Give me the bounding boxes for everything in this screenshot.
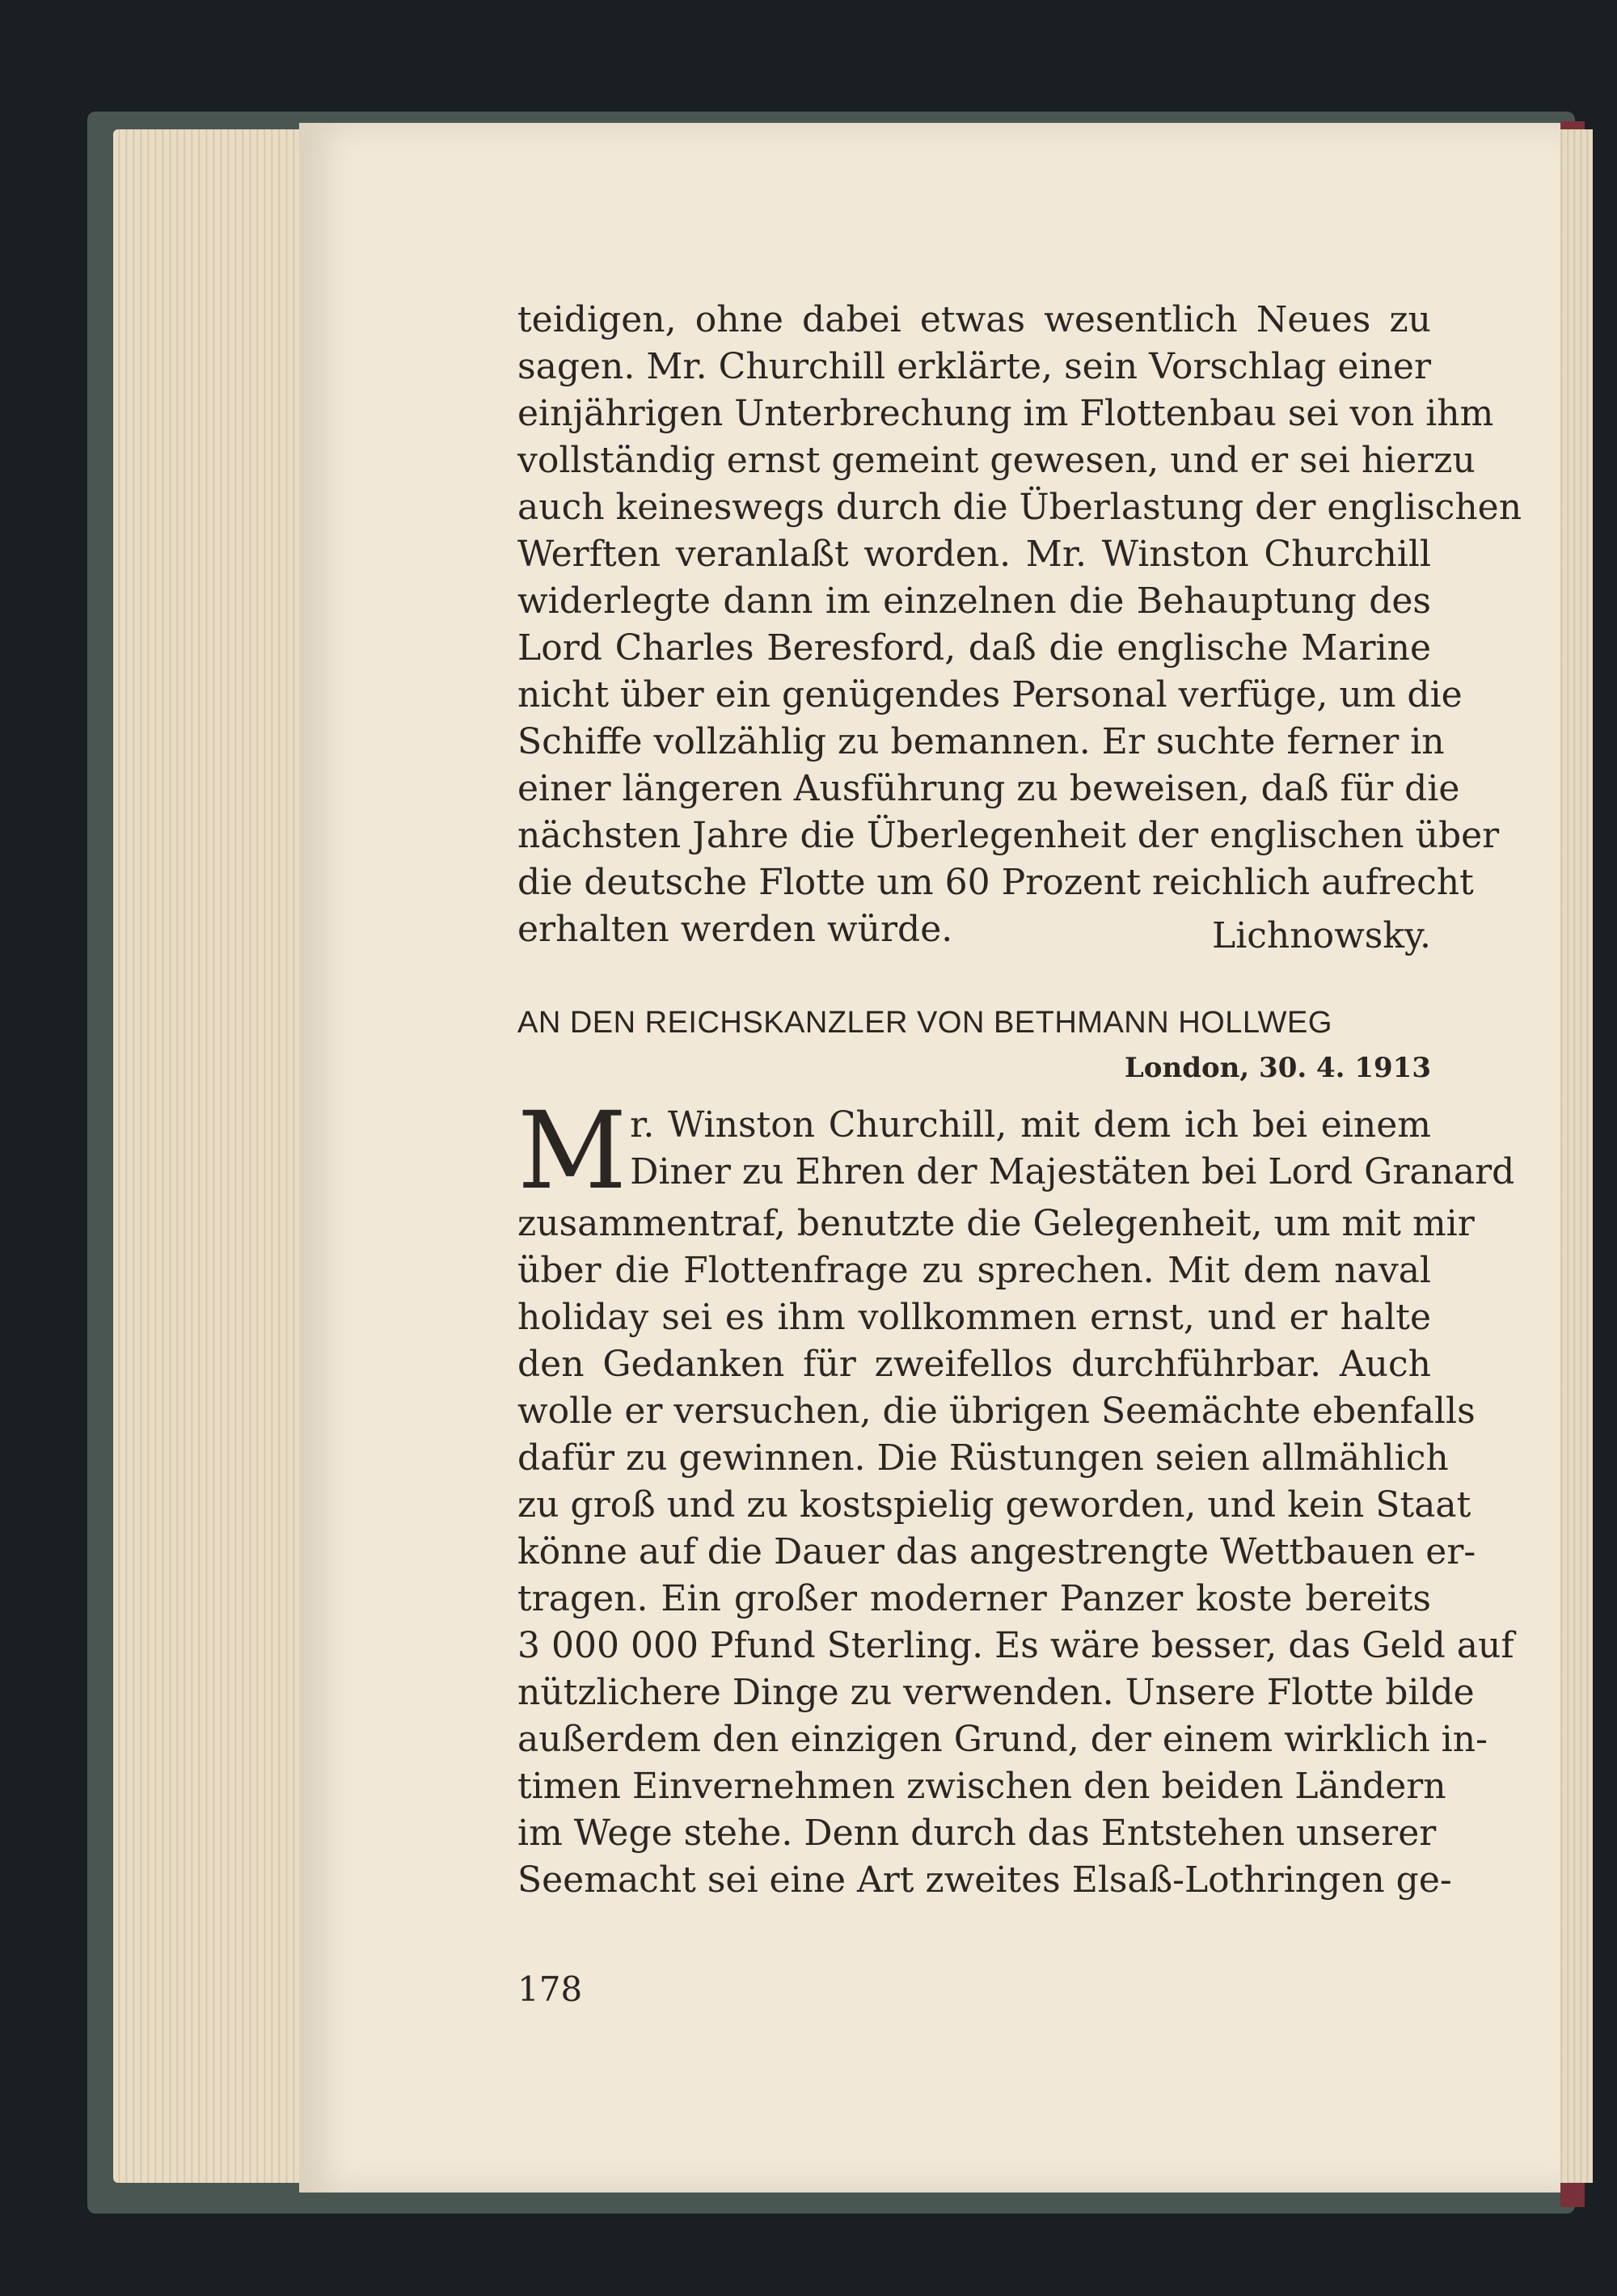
text-line: vollständig ernst gemeint gewesen, und er sei hierzu	[517, 440, 1476, 481]
closing-line	[517, 906, 1431, 956]
text-block	[517, 297, 1522, 1904]
text-line: sagen. Mr. Churchill erklärte, sein Vorschlag einer	[517, 346, 1431, 387]
drop-cap: M	[517, 1089, 627, 1213]
text-line: auch keineswegs durch die Überlastung der englischen	[517, 487, 1522, 528]
text-line: einer längeren Ausführung zu beweisen, daß für die	[517, 768, 1460, 809]
text-line: könne auf die Dauer das angestrengte Wettbauen er-	[517, 1531, 1476, 1572]
page-number: 178	[517, 1969, 583, 2009]
letter-body	[517, 1089, 1515, 1904]
text-line: widerlegte dann im einzelnen die Behauptung des	[517, 580, 1431, 622]
text-line: die deutsche Flotte um 60 Prozent reichlich aufrecht	[517, 862, 1474, 903]
page-stack-left	[113, 129, 315, 2183]
text-line: nützlichere Dinge zu verwenden. Unsere Flotte bilde	[517, 1672, 1475, 1713]
text-line: im Wege stehe. Denn durch das Entstehen unserer	[517, 1813, 1437, 1854]
text-line: Werften veranlaßt worden. Mr. Winston Churchill	[517, 534, 1431, 575]
text-line: außerdem den einzigen Grund, der einem wirklich in-	[517, 1719, 1488, 1760]
text-line: dafür zu gewinnen. Die Rüstungen seien allmählich	[517, 1437, 1449, 1479]
text-line: Lord Charles Beresford, daß die englische Marine	[517, 627, 1431, 669]
text-line: holiday sei es ihm vollkommen ernst, und er halte	[517, 1297, 1431, 1338]
closing-text: erhalten werden würde.	[517, 909, 953, 950]
letter-dateline: London, 30. 4. 1913	[1124, 1052, 1431, 1084]
page-stack-right	[1556, 129, 1593, 2183]
letter-heading: AN DEN REICHSKANZLER VON BETHMANN HOLLWEG	[517, 1006, 1332, 1040]
paragraph-continued	[517, 297, 1522, 956]
text-line: nächsten Jahre die Überlegenheit der englischen über	[517, 815, 1500, 856]
text-line: Schiffe vollzählig zu bemannen. Er suchte ferner in	[517, 721, 1445, 762]
text-line: den Gedanken für zweifellos durchführbar. Auch	[517, 1344, 1431, 1385]
text-line: Diner zu Ehren der Majestäten bei Lord Granard	[630, 1151, 1515, 1192]
signature: Lichnowsky.	[1211, 915, 1431, 956]
text-line: teidigen, ohne dabei etwas wesentlich Neues zu	[517, 299, 1431, 340]
text-line: Seemacht sei eine Art zweites Elsaß-Lothringen ge-	[517, 1859, 1452, 1901]
text-line: timen Einvernehmen zwischen den beiden Ländern	[517, 1766, 1446, 1807]
text-line: 3 000 000 Pfund Sterling. Es wäre besser, das Geld auf	[517, 1625, 1514, 1666]
text-line: über die Flottenfrage zu sprechen. Mit dem naval	[517, 1250, 1431, 1291]
text-line: tragen. Ein großer moderner Panzer koste bereits	[517, 1578, 1431, 1619]
book-page	[299, 123, 1560, 2193]
text-line: r. Winston Churchill, mit dem ich bei einem	[630, 1104, 1431, 1146]
text-line: nicht über ein genügendes Personal verfüge, um die	[517, 674, 1463, 715]
text-line: zu groß und zu kostspielig geworden, und kein Staat	[517, 1484, 1471, 1526]
text-line: einjährigen Unterbrechung im Flottenbau sei von ihm	[517, 393, 1494, 434]
text-line: zusammentraf, benutzte die Gelegenheit, um mit mir	[517, 1203, 1475, 1244]
text-line: wolle er versuchen, die übrigen Seemächte ebenfalls	[517, 1391, 1476, 1432]
